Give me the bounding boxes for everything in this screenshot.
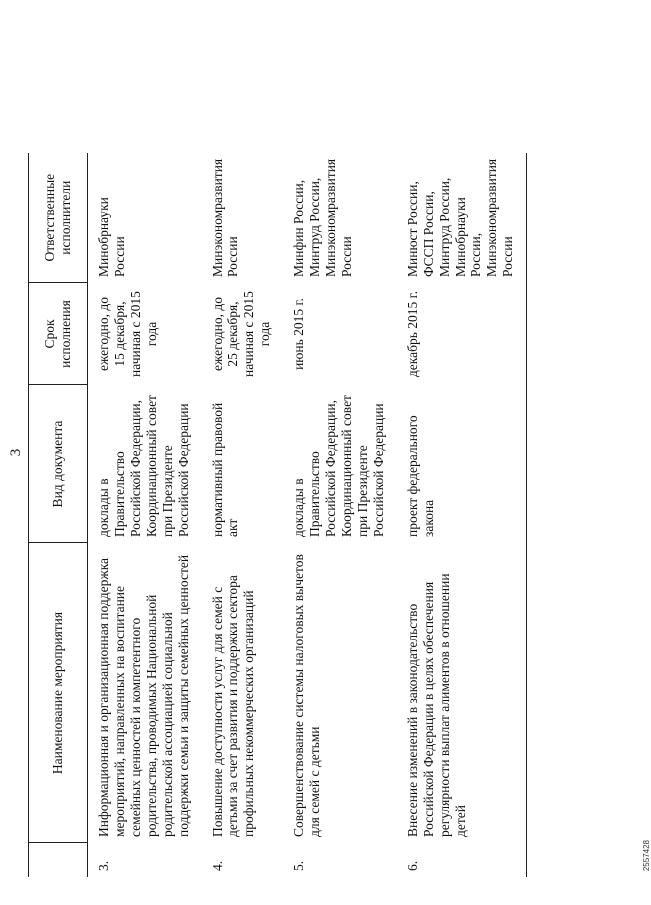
row-term: ежегодно, до 15 декабря, начиная с 2015 года xyxy=(96,291,159,377)
page-number: 3 xyxy=(8,448,24,457)
row-number: 5. xyxy=(291,860,307,871)
header-resp: Ответственные исполнители xyxy=(29,153,88,283)
row-number: 4. xyxy=(209,860,225,871)
row-name: Внесение изменений в законодательство Российской Федерации в целях обеспечения регулярности выплат алиментов в отношении детей xyxy=(397,543,527,843)
table-header-row xyxy=(29,153,88,877)
table-row xyxy=(88,153,202,877)
row-number: 3. xyxy=(96,860,111,871)
table-row xyxy=(283,153,397,877)
table-row xyxy=(202,153,284,877)
row-doc: доклады в Правительство Российской Федерации, Координационный совет при Президенте Российской Федерации xyxy=(291,395,386,537)
row-name: Совершенствование системы налоговых вычетов для семей с детьми xyxy=(291,554,323,837)
row-resp: Минфин России, Минтруд России, Минэкономразвития России xyxy=(291,158,354,277)
row-name: Информационная и организационная поддержка мероприятий, направленных на воспитание семейных ценностей и компетентного родительства, проводимых Национальной родительской ассоциацией социальной поддержки семьи и защиты семейных ценностей xyxy=(96,554,191,837)
header-term: Срок исполнения xyxy=(29,283,88,385)
measures-table xyxy=(28,153,527,877)
row-number: 6. xyxy=(397,843,527,877)
row-doc: доклады в Правительство Российской Федерации, Координационный совет при Президенте Российской Федерации xyxy=(96,395,191,537)
row-resp: Минэкономразвития России xyxy=(209,158,241,277)
header-name: Наименование мероприятия xyxy=(29,543,88,843)
document-code: 2557428 xyxy=(642,840,651,872)
row-resp: Минюст России, ФССП России, Минтруд России, Минобрнауки России, Минэкономразвития России xyxy=(397,153,527,283)
row-name: Повышение доступности услуг для семей с детьми за счет развития и поддержки сектора профильных некоммерческих организаций xyxy=(209,575,257,837)
row-term: декабрь 2015 г. xyxy=(397,283,527,385)
row-doc: проект федерального закона xyxy=(397,385,527,543)
row-doc: нормативный правовой акт xyxy=(209,402,241,537)
row-resp: Минобрнауки России xyxy=(96,197,127,277)
row-term: ежегодно, до 25 декабря, начиная с 2015 года xyxy=(209,291,273,377)
header-number xyxy=(29,843,88,877)
row-term: июнь 2015 г. xyxy=(291,298,307,370)
header-doc: Вид документа xyxy=(29,385,88,543)
table-row xyxy=(397,153,527,877)
